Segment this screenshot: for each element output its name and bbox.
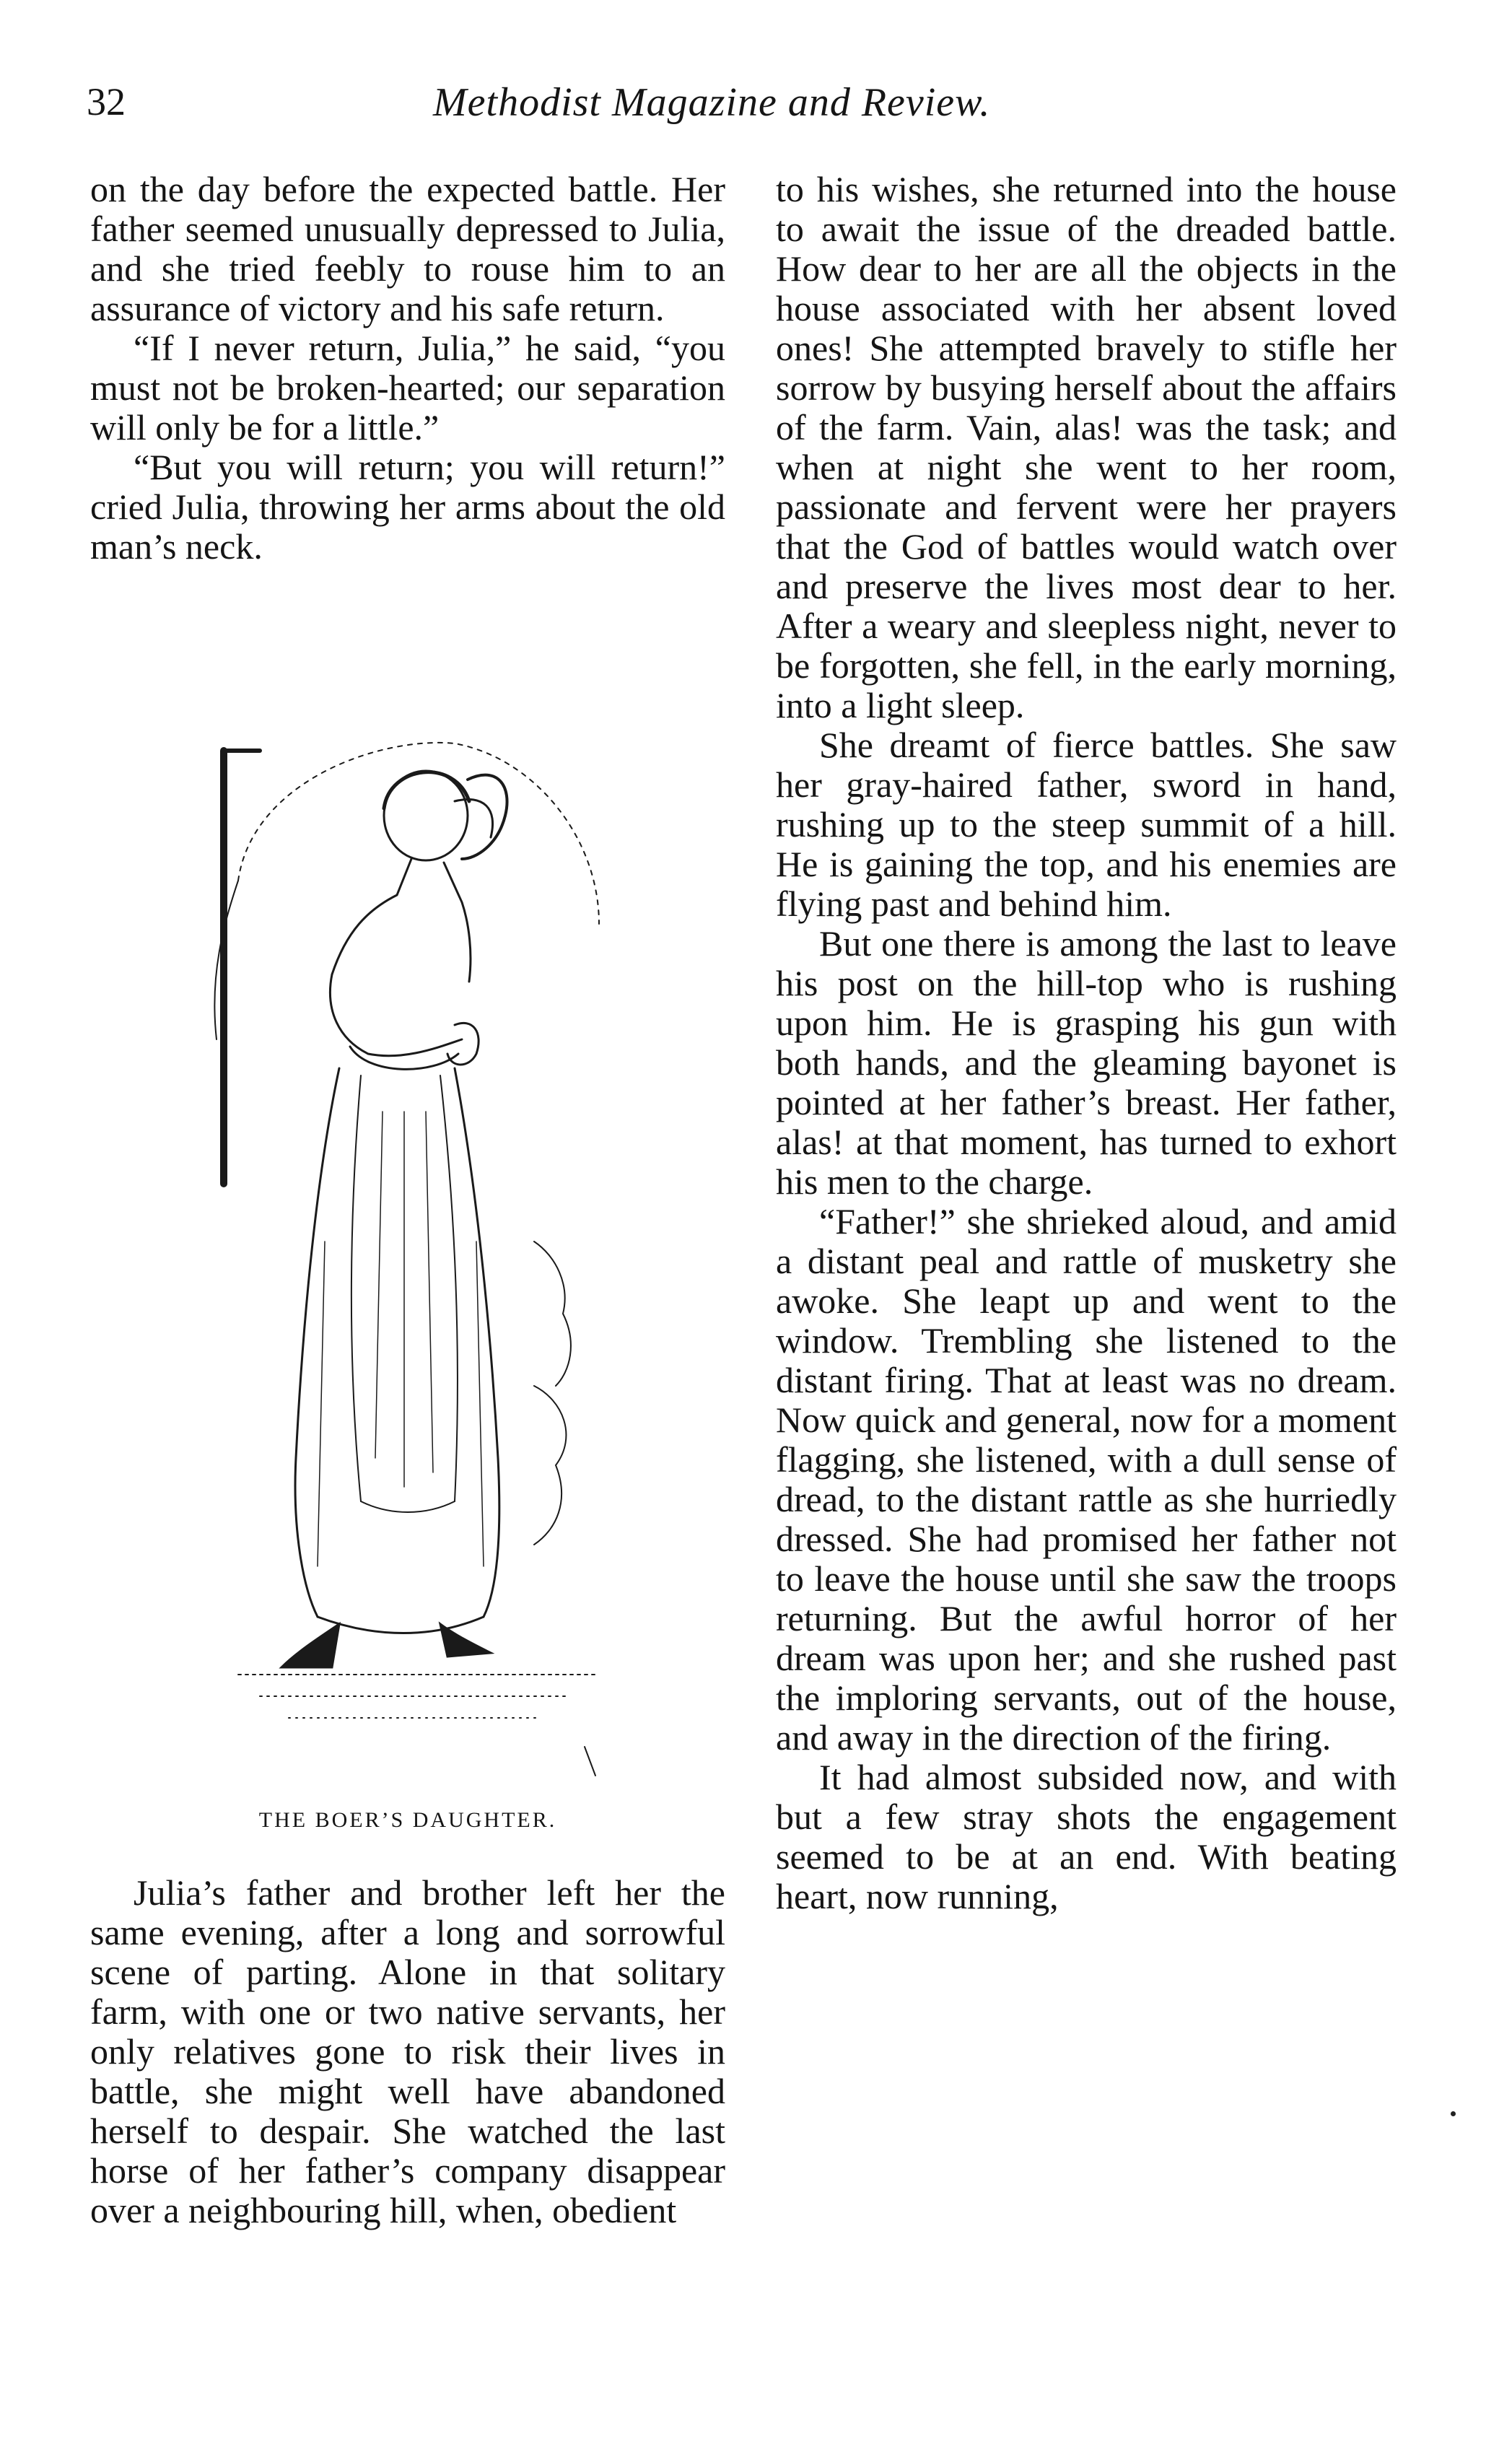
- paragraph: “But you will return; you will return!” cried Julia, throwing her arms about the old man’s neck.: [90, 447, 725, 567]
- right-column: [776, 170, 1397, 1916]
- paragraph: It had almost subsided now, and with but a few stray shots the engagement seemed to be at an end. With beating heart, now running,: [776, 1757, 1397, 1916]
- illustration-boers-daughter: [195, 736, 642, 1804]
- paragraph: on the day before the expected battle. Her father seemed unusually depressed to Julia, and she tried feebly to rouse him to an assurance of victory and his safe return.: [90, 169, 725, 328]
- left-column-top: [90, 170, 725, 567]
- illustration-caption: THE BOER’S DAUGHTER.: [258, 1808, 557, 1832]
- left-column-bottom: [90, 1873, 725, 2230]
- paragraph: to his wishes, she returned into the house to await the issue of the dreaded battle. How dear to her are all the objects in the house associated with her absent loved ones! She attempted bravely to stifle her sorrow by busying herself about the affairs of the farm. Vain, alas! was the task; and when at night she went to her room, passionate and fervent were her prayers that the God of battles would watch over and preserve the lives most dear to her. After a weary and sleepless night, never to be forgotten, she fell, in the early morning, into a light sleep.: [776, 169, 1397, 725]
- paragraph: She dreamt of fierce battles. She saw her gray-haired father, sword in hand, rushing up to the steep summit of a hill. He is gaining the top, and his enemies are flying past and behind him.: [776, 725, 1397, 924]
- paragraph: “Father!” she shrieked aloud, and amid a distant peal and rattle of musketry she awoke. She leapt up and went to the window. Trembling she listened to the distant firing. That at least was no dream. Now quick and general, now for a moment flagging, she listened, with a dull sense of dread, to the distant rattle as she hurriedly dressed. She had promised her father not to leave the house until she saw the troops returning. But the awful horror of her dream was upon her; and she rushed past the imploring servants, out of the house, and away in the direction of the firing.: [776, 1201, 1397, 1758]
- paragraph: Julia’s father and brother left her the same evening, after a long and sorrowful scene of parting. Alone in that solitary farm, with one or two native servants, her only relatives gone to risk their lives in battle, she might well have abandoned herself to despair. She watched the last horse of her father’s company disappear over a neighbouring hill, when, obedient: [90, 1872, 725, 2230]
- paragraph: “If I never return, Julia,” he said, “you must not be broken-hearted; our separation will only be for a little.”: [90, 328, 725, 448]
- margin-dot: [1451, 2111, 1456, 2116]
- paragraph: But one there is among the last to leave his post on the hill-top who is rushing upon him. He is grasping his gun with both hands, and the gleaming bayonet is pointed at her father’s breast. Her father, alas! at that moment, has turned to exhort his men to the charge.: [776, 923, 1397, 1202]
- running-head-title: Methodist Magazine and Review.: [433, 80, 991, 125]
- page-number: 32: [87, 80, 126, 123]
